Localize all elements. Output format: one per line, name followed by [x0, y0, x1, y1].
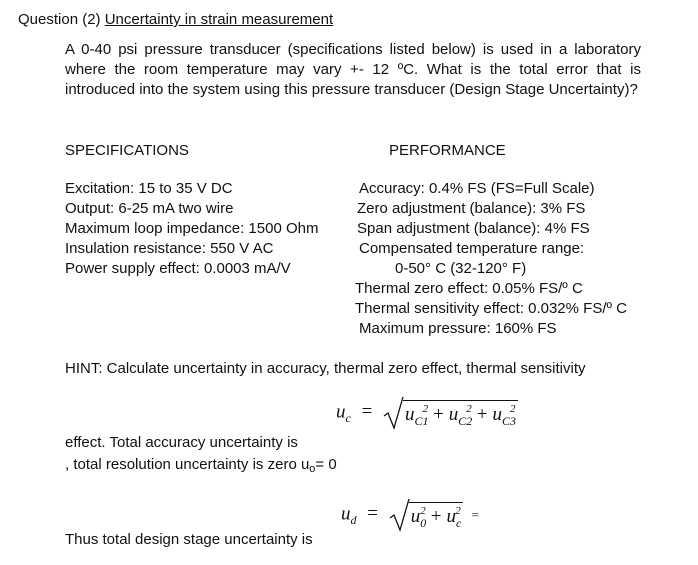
sqrt-sign-icon — [389, 498, 411, 532]
uc-term-exp: 2 — [510, 403, 516, 415]
perf-item: Zero adjustment (balance): 3% FS — [357, 200, 586, 217]
uc-term-sub: C2 — [458, 414, 473, 428]
plus-sign: + — [476, 404, 488, 425]
uc-term-sub: C3 — [502, 414, 517, 428]
question-topic: Uncertainty in strain measurement — [104, 11, 334, 28]
ud-term-sub: 0 — [420, 516, 427, 530]
uc-equals: = — [361, 401, 373, 423]
specifications-list — [65, 179, 318, 279]
spec-item: Output: 6-25 mA two wire — [65, 200, 234, 217]
resolution-main: , total resolution uncertainty is zero u — [65, 456, 310, 473]
hint-text: HINT: Calculate uncertainty in accuracy, thermal zero effect, thermal sensitivity — [65, 360, 586, 377]
uc-lhs: u — [336, 401, 346, 423]
perf-item: Span adjustment (balance): 4% FS — [357, 220, 590, 237]
uc-term-exp: 2 — [422, 403, 429, 415]
ud-radicand — [409, 502, 463, 528]
plus-sign: + — [430, 506, 442, 527]
ud-lhs-sub: d — [350, 513, 357, 528]
perf-item: Thermal sensitivity effect: 0.032% FS/º C — [355, 300, 627, 317]
ud-term-sub: c — [455, 516, 462, 530]
perf-item: Compensated temperature range: — [359, 240, 585, 257]
perf-item: 0-50° C (32-120° F) — [395, 260, 527, 277]
question-prefix: Question (2) — [18, 11, 105, 28]
spec-item: Insulation resistance: 550 V AC — [65, 240, 274, 257]
plus-sign: + — [433, 404, 444, 425]
ud-equation — [341, 498, 479, 532]
ud-lhs: u — [341, 503, 351, 525]
perf-item: Thermal zero effect: 0.05% FS/º C — [355, 280, 583, 297]
ud-trailing-equals: = — [471, 507, 479, 523]
ud-sqrt — [389, 498, 463, 532]
accuracy-text: effect. Total accuracy uncertainty is — [65, 434, 298, 451]
perf-item: Maximum pressure: 160% FS — [359, 320, 557, 337]
question-title — [18, 10, 333, 30]
ud-term-exp: 2 — [420, 505, 426, 517]
spec-item: Maximum loop impedance: 1500 Ohm — [65, 220, 319, 237]
uc-term-base: u — [448, 404, 459, 425]
uc-term-sub: C1 — [414, 414, 429, 428]
sqrt-sign-icon — [383, 396, 405, 430]
uc-term-base: u — [492, 404, 503, 425]
ud-term-base: u — [446, 506, 456, 527]
uc-lhs-sub: c — [345, 411, 351, 426]
uc-radicand — [403, 400, 517, 426]
spec-item: Power supply effect: 0.0003 mA/V — [65, 260, 291, 277]
ud-term-base: u — [410, 506, 421, 527]
uc-term-exp: 2 — [466, 403, 472, 415]
performance-heading: PERFORMANCE — [389, 142, 506, 159]
resolution-text — [65, 455, 337, 476]
ud-term-exp: 2 — [455, 505, 461, 517]
resolution-tail: = 0 — [315, 456, 337, 473]
uc-equation — [336, 396, 518, 430]
ud-equals: = — [367, 503, 378, 525]
specifications-heading: SPECIFICATIONS — [65, 142, 189, 159]
uc-sqrt — [383, 396, 517, 430]
uc-term-base: u — [405, 404, 415, 425]
resolution-sub: o — [309, 463, 316, 475]
perf-item: Accuracy: 0.4% FS (FS=Full Scale) — [359, 180, 595, 197]
thus-text: Thus total design stage uncertainty is — [65, 531, 313, 548]
spec-item: Excitation: 15 to 35 V DC — [65, 180, 233, 197]
problem-paragraph: A 0-40 psi pressure transducer (specifications listed below) is used in a laboratory where the room temperature may vary +- 12 ºC. What is the total error that is introduced into the system using this pressure transducer (Design Stage Uncertainty)? — [65, 41, 641, 98]
